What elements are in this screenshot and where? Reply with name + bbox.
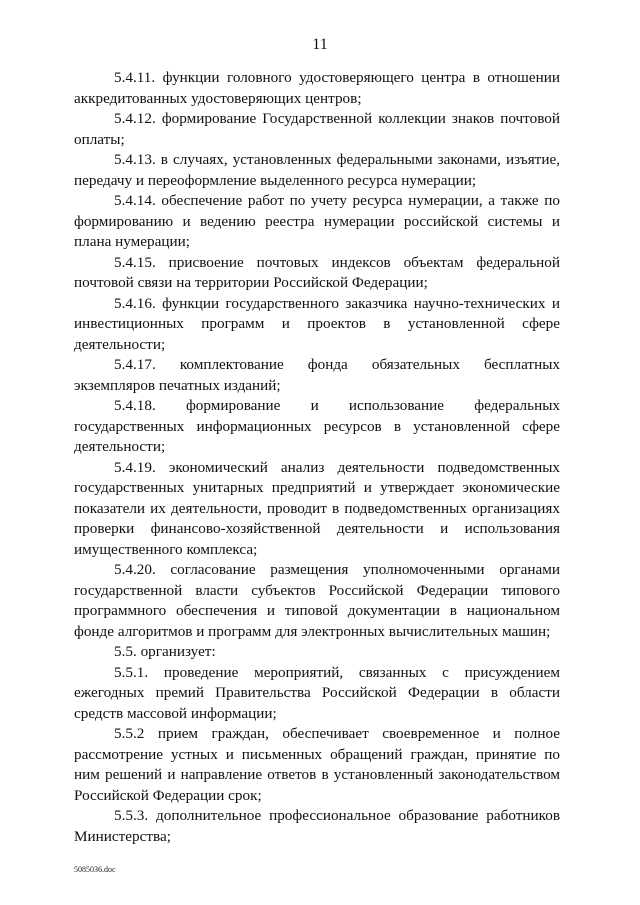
paragraph-5-4-16: 5.4.16. функции государственного заказчика научно-технических и инвестиционных программ и проектов в установленной сфере деятельности; [74,294,560,353]
document-body [74,68,560,847]
paragraph-5-5: 5.5. организует: [114,643,216,660]
file-name-footer: 5085036.doc [74,865,116,874]
paragraph-5-4-18: 5.4.18. формирование и использование федеральных государственных информационных ресурсов в установленной сфере деятельности; [74,397,560,455]
paragraph-5-4-13: 5.4.13. в случаях, установленных федеральными законами, изъятие, передачу и переоформление выделенного ресурса нумерации; [74,151,560,189]
paragraph-5-4-14: 5.4.14. обеспечение работ по учету ресурса нумерации, а также по формированию и ведению реестра нумерации российской системы и плана нумерации; [74,192,560,250]
paragraph-5-4-12: 5.4.12. формирование Государственной коллекции знаков почтовой оплаты; [74,110,560,148]
paragraph-5-4-11: 5.4.11. функции головного удостоверяющего центра в отношении аккредитованных удостоверяющих центров; [74,69,560,107]
paragraph-5-4-15: 5.4.15. присвоение почтовых индексов объектам федеральной почтовой связи на территории Российской Федерации; [74,253,560,291]
paragraph-5-5-1: 5.5.1. проведение мероприятий, связанных с присуждением ежегодных премий Правительства Российской Федерации в области средств массовой информации; [74,663,560,722]
paragraph-5-4-20: 5.4.20. согласование размещения уполномоченными органами государственной власти субъектов Российской Федерации типового программного обеспечения и типовой документации в национальном фонде алгоритмов и программ для электронных вычислительных машин; [74,561,560,640]
paragraph-5-5-3: 5.5.3. дополнительное профессиональное образование работников Министерства; [74,807,560,845]
page-number: 11 [312,36,328,53]
paragraph-5-4-19: 5.4.19. экономический анализ деятельности подведомственных государственных унитарных предприятий и утверждает экономические показатели их деятельности, проводит в подведомственных организациях проверки финансово-хозяйственной деятельности и использования имущественного комплекса; [74,458,560,558]
paragraph-5-4-17: 5.4.17. комплектование фонда обязательных бесплатных экземпляров печатных изданий; [74,356,560,394]
paragraph-5-5-2: 5.5.2 прием граждан, обеспечивает своевременное и полное рассмотрение устных и письменных обращений граждан, принятие по ним решений и направление ответов в установленный законодательством Российской Федерации срок; [74,725,560,804]
